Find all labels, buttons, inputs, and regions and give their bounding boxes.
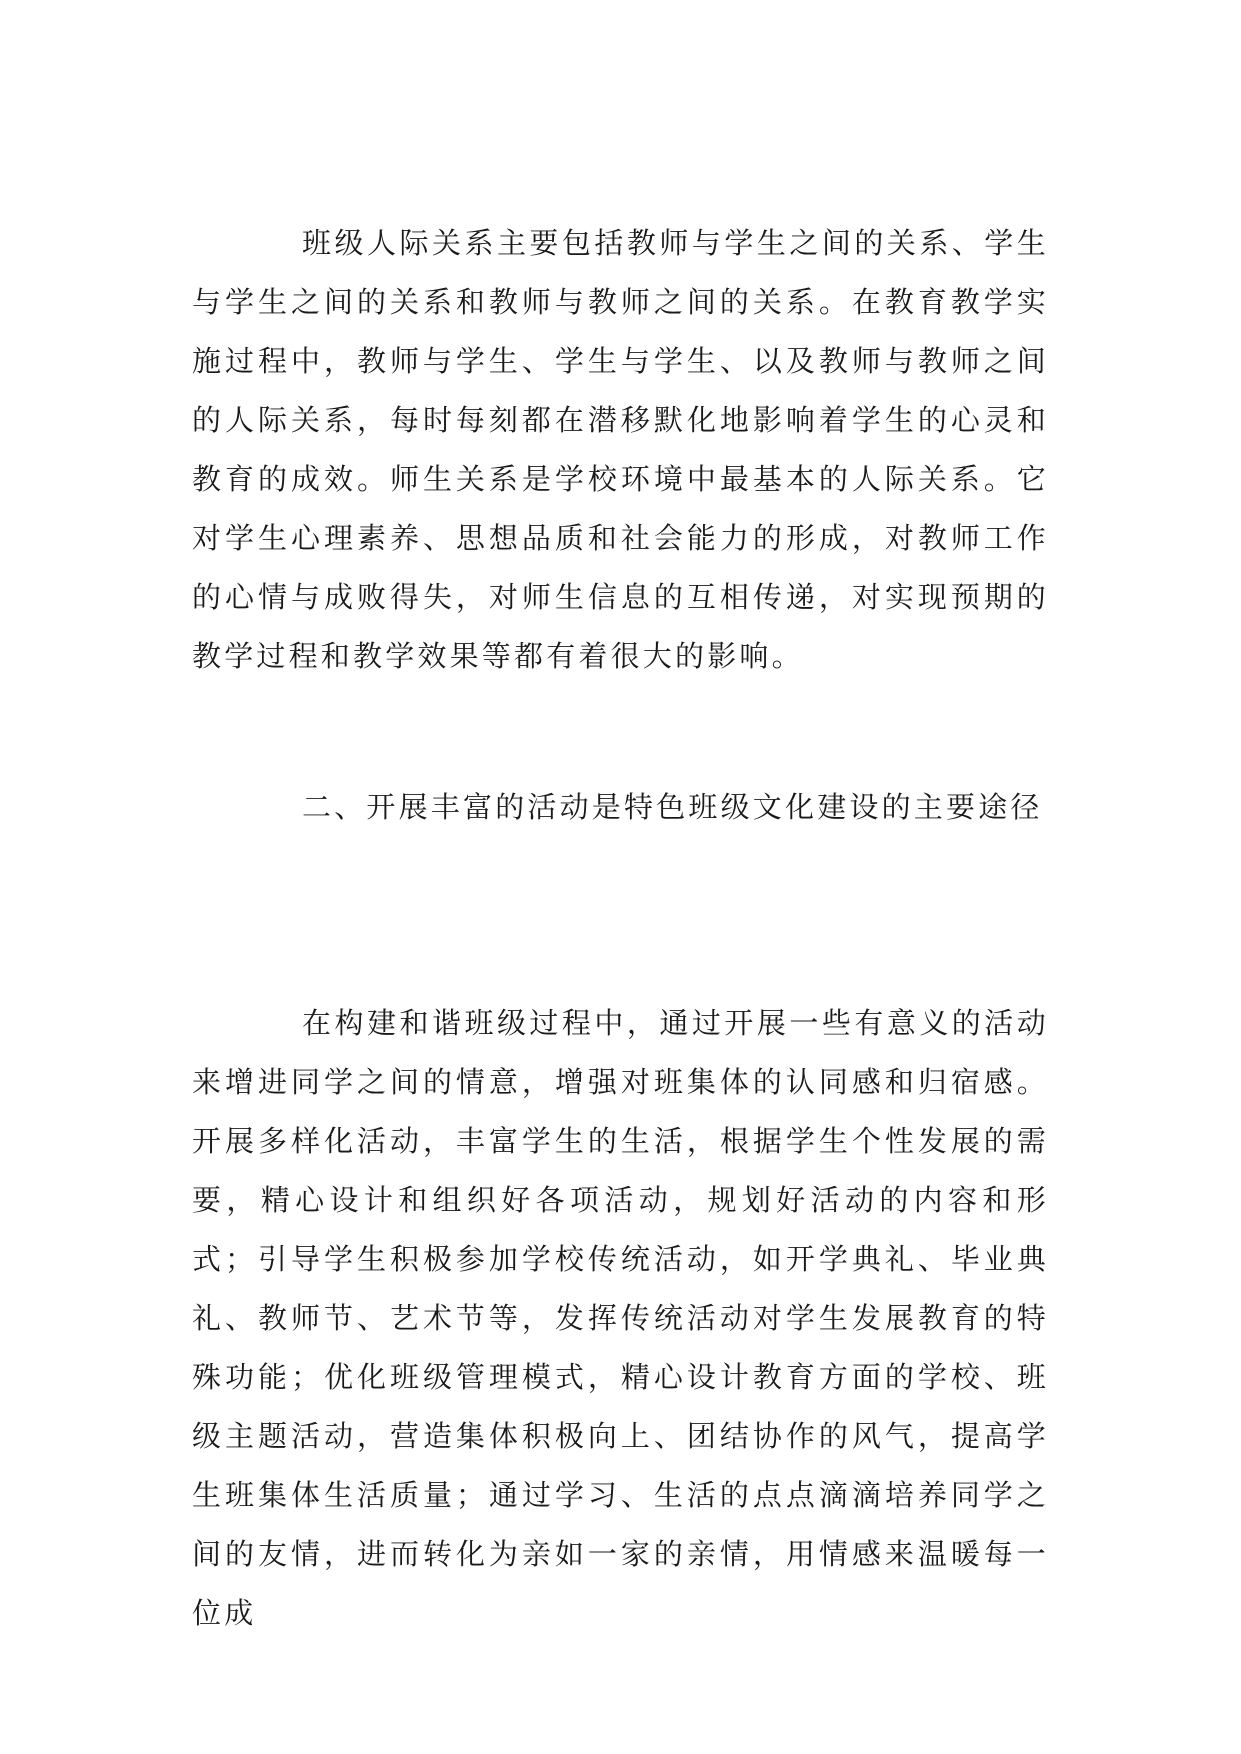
body-paragraph-class-activities: 在构建和谐班级过程中，通过开展一些有意义的活动来增进同学之间的情意，增强对班集体的认同感和归宿感。开展多样化活动，丰富学生的生活，根据学生个性发展的需要，精心设计和组织好各项活动，规划好活动的内容和形式；引导学生积极参加学校传统活动，如开学典礼、毕业典礼、教师节、艺术节等，发挥传统活动对学生发展教育的特殊功能；优化班级管理模式，精心设计教育方面的学校、班级主题活动，营造集体积极向上、团结协作的风气，提高学生班集体生活质量；通过学习、生活的点点滴滴培养同学之间的友情，进而转化为亲如一家的亲情，用情感来温暖每一位成	[192, 1006, 1049, 1630]
body-paragraph-teacher-student-relations: 班级人际关系主要包括教师与学生之间的关系、学生与学生之间的关系和教师与教师之间的关系。在教育教学实施过程中，教师与学生、学生与学生、以及教师与教师之间的人际关系，每时每刻都在潜移默化地影响着学生的心灵和教育的成效。师生关系是学校环境中最基本的人际关系。它对学生心理素养、思想品质和社会能力的形成，对教师工作的心情与成败得失，对师生信息的互相传递，对实现预期的教学过程和教学效果等都有着很大的影响。	[192, 226, 1049, 673]
section-heading: 二、开展丰富的活动是特色班级文化建设的主要途径	[302, 790, 1043, 824]
